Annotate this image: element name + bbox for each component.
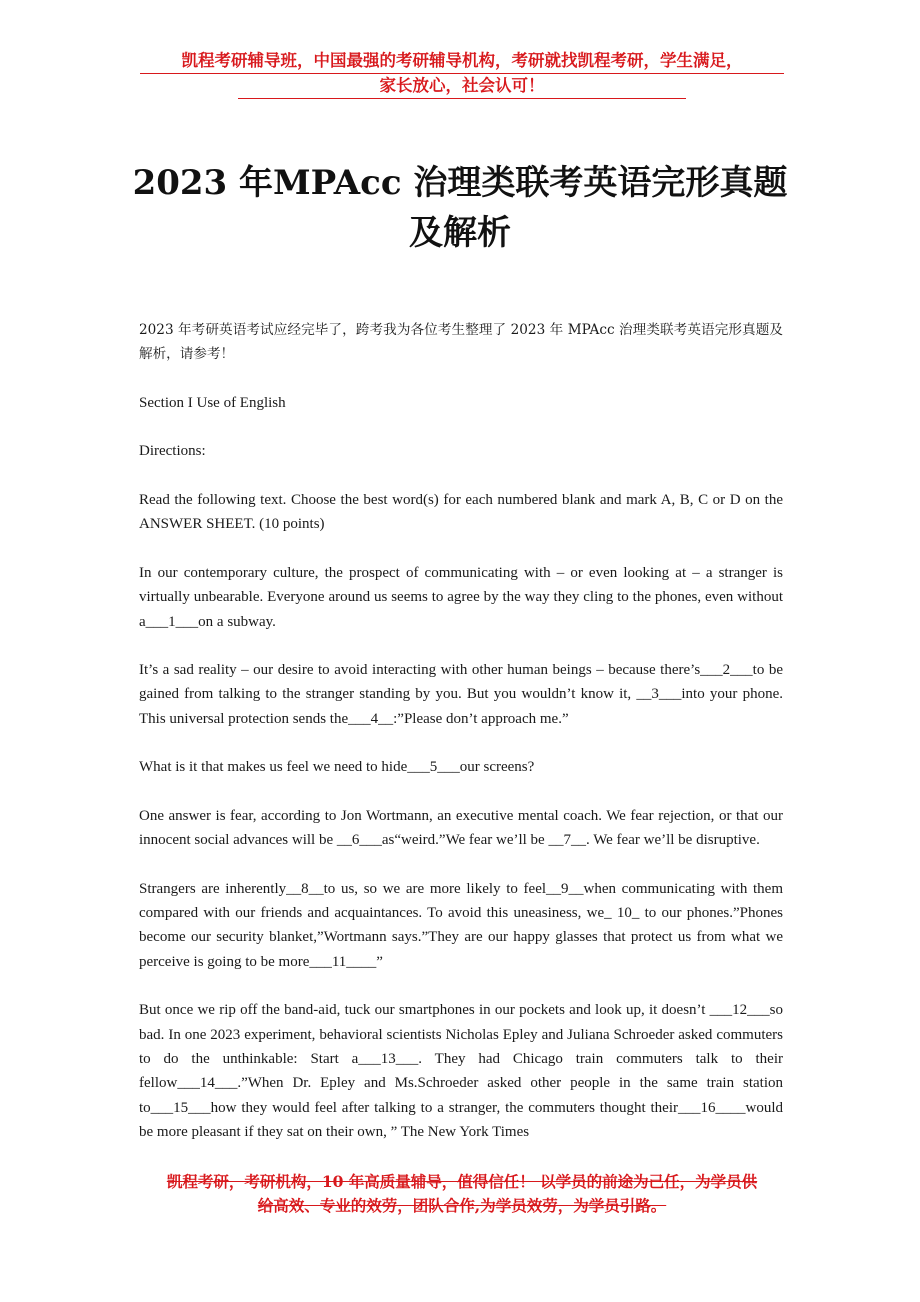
passage-paragraph-4: One answer is fear, according to Jon Wortmann, an executive mental coach. We fear rejection, or that our innocent social advances will be __6___as“weird.”We fear we’ll be __7__. We fear we’ll be disruptive. <box>139 807 783 849</box>
passage-paragraph-2: It’s a sad reality – our desire to avoid interacting with other human beings – because there’s___2___to be gained from talking to the stranger standing by you. But you wouldn’t know it, __3___into your phone. This universal protection sends the___4__:”Please don’t approach me.” <box>139 662 783 727</box>
passage-paragraph-6: But once we rip off the band-aid, tuck our smartphones in our pockets and look up, it doesn’t ___12___so bad. In one 2023 experiment, behavioral scientists Nicholas Epley and Juliana Schroeder asked commuters to do the unthinkable: Start a___13___. They had Chicago train commuters talk to their fellow___14___.”When Dr. Epley and Ms.Schroeder asked other people in the same train station to___15___how they would feel after talking to a stranger, the commuters thought their___16____would be more pleasant if they sat on their own, ” The New York Times <box>139 1002 783 1140</box>
passage-paragraph-1: In our contemporary culture, the prospect of communicating with – or even looking at – a stranger is virtually unbearable. Everyone around us seems to agree by the way they cling to the phones, even without a___1___on a subway. <box>139 564 783 630</box>
footer-line-2: 给高效、专业的效劳，团队合作,为学员效劳，为学员引路。 <box>257 1196 667 1215</box>
header-banner <box>140 49 784 99</box>
directions-text: Read the following text. Choose the best word(s) for each numbered blank and mark A, B, C or D on the ANSWER SHEET. (10 points) <box>139 492 783 533</box>
page-title-line-2: 及解析 <box>409 213 511 253</box>
section-heading: Section I Use of English <box>139 394 286 411</box>
passage-paragraph-3: What is it that makes us feel we need to hide___5___our screens? <box>139 759 535 776</box>
directions-label: Directions: <box>139 443 206 460</box>
passage-paragraph-5: Strangers are inherently__8__to us, so we are more likely to feel__9__when communicating with them compared with our friends and acquaintances. To avoid this uneasiness, we_ 10_ to our phones.”Phones become our security blanket,”Wortmann says.”They are our happy glasses that protect us from what we perceive is going to be more___11____” <box>139 880 783 970</box>
header-line-2: 家长放心，社会认可！ <box>238 74 686 99</box>
document-body <box>139 318 783 1168</box>
header-line-1: 凯程考研辅导班，中国最强的考研辅导机构，考研就找凯程考研，学生满足， <box>140 49 784 74</box>
page-title <box>100 158 820 258</box>
page-title-line-1: 2023 年MPAcc 治理类联考英语完形真题 <box>132 163 788 203</box>
intro-paragraph: 2023 年考研英语考试应经完毕了，跨考我为各位考生整理了 2023 年 MPAcc 治理类联考英语完形真题及解析，请参考！ <box>139 322 783 363</box>
footer-banner <box>140 1170 784 1218</box>
footer-line-1: 凯程考研，考研机构，10 年高质量辅导，值得信任！ 以学员的前途为己任，为学员供 <box>166 1172 758 1191</box>
